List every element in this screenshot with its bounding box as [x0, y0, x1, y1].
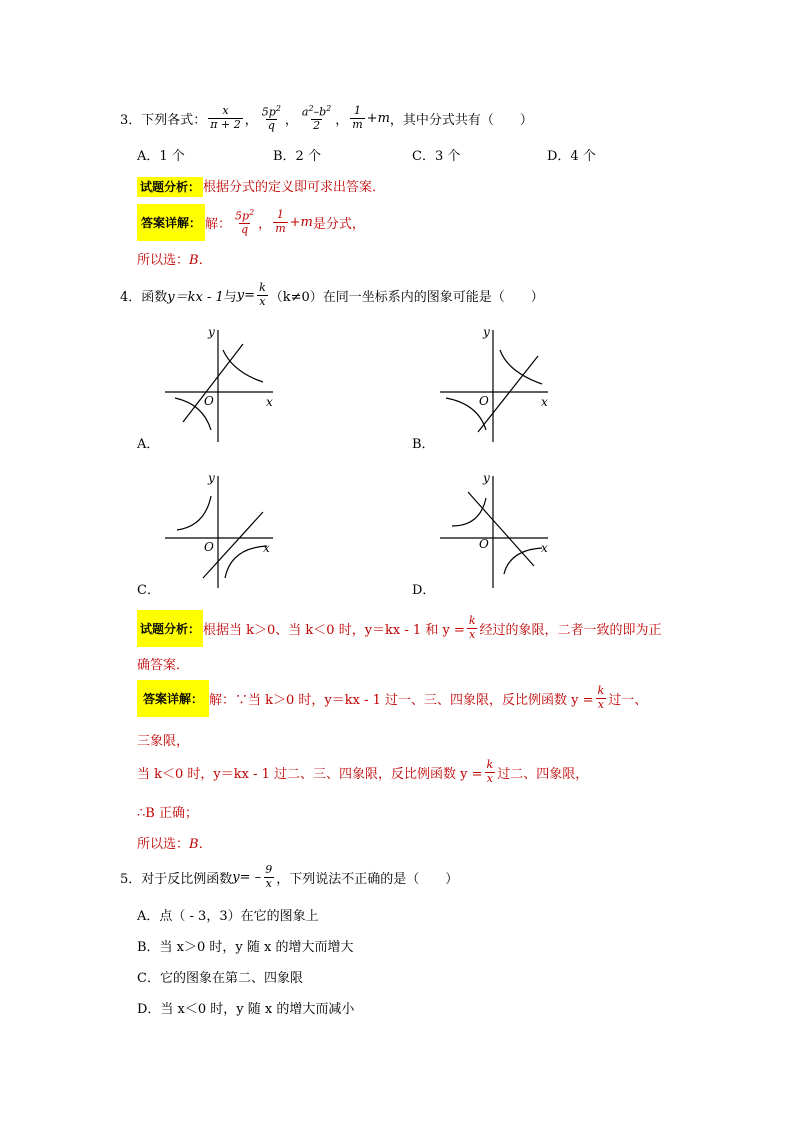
svg-text:O: O: [479, 394, 489, 408]
svg-text:x: x: [541, 541, 548, 555]
svg-text:y: y: [483, 471, 490, 485]
svg-text:O: O: [204, 540, 214, 554]
svg-text:x: x: [266, 395, 273, 409]
q5-option-a: A．点（ - 3，3）在它的图象上: [137, 909, 319, 924]
q4-answer-line4: ∴B 正确；: [137, 806, 198, 821]
q3-option-c: C．3 个: [412, 149, 461, 164]
graph-a-label: A．: [137, 437, 160, 452]
graph-a: [163, 322, 278, 444]
q3-stem: 3． 下列各式： $\frac{x}{\pi + 2}$ ， $\frac{5p^2}{q}$ ， $\frac{a^2-b^2}{2}$ ， $\frac{1}{m}$ +m ，其中分式共有（ ）: [120, 103, 533, 132]
q3-analysis-text: 根据分式的定义即可求出答案．: [203, 180, 386, 195]
svg-text:O: O: [479, 537, 489, 551]
graph-c-label: C．: [137, 583, 160, 598]
q5-fraction: $\frac{9}{x}$: [265, 862, 273, 890]
q4-conclusion: 所以选：B．: [137, 837, 212, 852]
q3-option-d: D．4 个: [547, 149, 596, 164]
svg-text:x: x: [263, 541, 270, 555]
q4-analysis-label: 试题分析：: [137, 610, 203, 647]
q3-answer: 答案详解： 解： $\frac{5p^2}{q}$ ， $\frac{1}{m}$ +m 是分式，: [137, 203, 365, 241]
svg-text:y: y: [483, 325, 490, 339]
q4-answer: 答案详解： 解：∵当 k＞0 时，y＝kx - 1 过一、三、四象限，反比例函数 y = $\frac{k}{x}$ 过一、: [137, 680, 647, 716]
q3-analysis-label: 试题分析：: [137, 177, 203, 197]
q4-answer-line3: 当 k＜0 时，y＝kx - 1 过二、三、四象限，反比例函数 y = $\frac{k}{x}$ 过二、四象限，: [137, 757, 589, 785]
q3-fraction-3: $\frac{a^2-b^2}{2}$: [301, 103, 332, 132]
q3-fraction-1: $\frac{x}{\pi + 2}$: [210, 103, 241, 131]
svg-text:O: O: [204, 394, 214, 408]
graph-d: [438, 468, 553, 590]
q4-stem: 4． 函数 y＝kx - 1 与 y = $\frac{k}{x}$ （k≠0）在同一坐标系内的图象可能是（ ）: [120, 280, 544, 308]
q3-number: 3．: [120, 112, 142, 128]
q3-fraction-4: $\frac{1}{m}$: [352, 103, 363, 131]
q3-answer-label: 答案详解：: [137, 204, 205, 241]
svg-text:x: x: [541, 395, 548, 409]
q4-analysis: 试题分析： 根据当 k＞0、当 k＜0 时，y＝kx - 1 和 y = $\frac{k}{x}$ 经过的象限，二者一致的即为正: [137, 610, 662, 646]
q3-analysis: [137, 176, 385, 195]
q4-fraction: $\frac{k}{x}$: [259, 280, 266, 308]
svg-text:y: y: [208, 325, 215, 339]
q4-analysis-cont: 确答案．: [137, 658, 190, 673]
svg-text:y: y: [208, 471, 215, 485]
q3-stem-end: ，其中分式共有（ ）: [389, 112, 533, 128]
q5-option-c: C．它的图象在第二、四象限: [137, 971, 303, 986]
q5-option-b: B．当 x＞0 时，y 随 x 的增大而增大: [137, 940, 354, 955]
graph-c: [163, 468, 278, 590]
q5-option-d: D．当 x＜0 时，y 随 x 的增大而减小: [137, 1002, 355, 1017]
q4-answer-line2: 三象限，: [137, 734, 190, 749]
q4-answer-label: 答案详解：: [137, 680, 209, 717]
graph-d-label: D．: [412, 583, 436, 598]
q3-option-b: B．2 个: [273, 149, 321, 164]
q3-conclusion: 所以选：B．: [137, 253, 212, 268]
graph-b: [438, 322, 553, 444]
q3-stem-text: 下列各式：: [141, 112, 207, 128]
q5-stem: 5． 对于反比例函数 y = – $\frac{9}{x}$ ，下列说法不正确的是（ ）: [120, 862, 459, 890]
q3-fraction-2: $\frac{5p^2}{q}$: [261, 103, 281, 132]
q3-option-a: A．1 个: [137, 149, 185, 164]
graph-b-label: B．: [412, 437, 435, 452]
